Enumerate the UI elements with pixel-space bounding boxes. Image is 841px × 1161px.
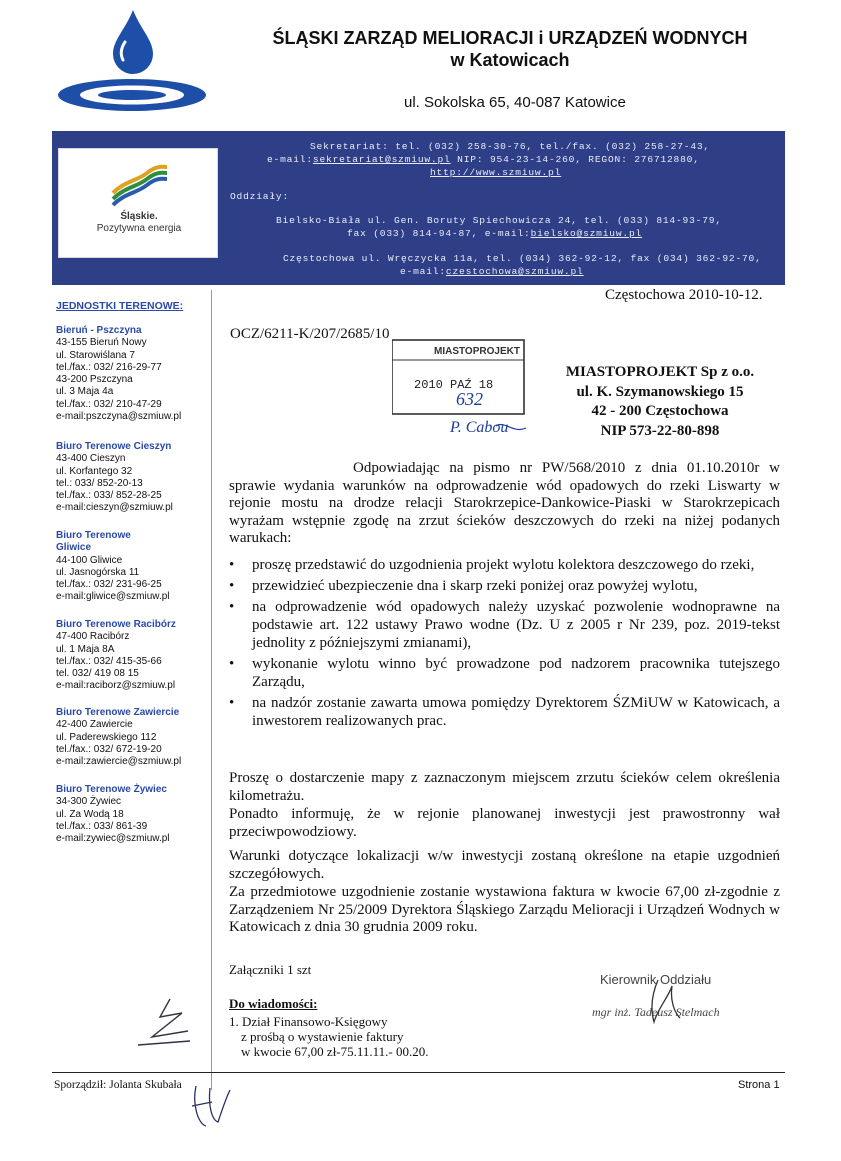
prepared-by: Sporządził: Jolanta Skubała (54, 1079, 182, 1091)
slaskie-slogan (59, 211, 219, 235)
slaskie-logo-box (58, 148, 218, 258)
office-zywiec (56, 784, 170, 845)
invoice-paragraph: Za przedmiotowe uzgodnienie zostanie wystawiona faktura w kwocie 67,00 zł-zgodnie z Zarządzeniem Nr 25/2009 Dyrektora Śląskiego Zarządu Melioracji i Urządzeń Wodnych w Katowicach z dnia 30 grudnia 2009 roku. (229, 884, 780, 936)
bielsko-fax: fax (033) 814-94-87, e-mail: (347, 228, 531, 239)
org-address: ul. Sokolska 65, 40-087 Katowice (404, 94, 626, 111)
addressee-line: 42 - 200 Częstochowa (591, 403, 729, 419)
website-url[interactable]: http://www.szmiuw.pl (430, 167, 562, 178)
czestochowa-address: Częstochowa ul. Wręczycka 11a, tel. (034) 362-92-12, fax (034) 362-92-70, (283, 253, 762, 264)
addressee-block (545, 363, 775, 441)
office-line: ul. Za Wodą 18 (56, 808, 124, 820)
office-line: ul. Paderewskiego 112 (56, 731, 157, 743)
bielsko-email-link[interactable]: bielsko@szmiuw.pl (530, 228, 643, 239)
office-name: Biuro Terenowe Zawiercie (56, 707, 180, 718)
stamp-number: 632 (456, 389, 483, 409)
cc-line: 1. Dział Finansowo-Księgowy (229, 1014, 388, 1029)
office-raciborz (56, 619, 176, 693)
office-line: 34-300 Żywiec (56, 796, 122, 808)
branches-label: Oddziały: (230, 191, 290, 202)
map-request-paragraph: Proszę o dostarczenie mapy z zaznaczonym miejscem zrzutu ścieków celem określenia kilometrażu. (229, 770, 780, 804)
czestochowa-contact (400, 265, 584, 278)
office-line: ul. Korfantego 32 (56, 465, 133, 477)
czestochowa-email-prefix: e-mail: (400, 266, 446, 277)
secretariat-email-link[interactable]: sekretariat@szmiuw.pl (312, 154, 451, 165)
office-line: ul. Jasnogórska 11 (56, 566, 140, 578)
addressee-line: ul. K. Szymanowskiego 15 (576, 383, 744, 400)
preparer-signature (188, 1080, 234, 1132)
office-email[interactable]: e-mail:zawiercie@szmiuw.pl (56, 756, 182, 768)
water-drop-logo (55, 6, 210, 116)
office-line: tel./fax.: 032/ 210-47-29 (56, 398, 162, 410)
manager-signature (628, 978, 688, 1026)
stamp-signature: P. Cabou (450, 419, 509, 436)
office-gliwice (56, 530, 170, 604)
office-email[interactable]: e-mail:pszczyna@szmiuw.pl (56, 411, 182, 423)
signer-role: Kierownik Oddziału (600, 972, 712, 987)
bielsko-address: Bielsko-Biała ul. Gen. Boruty Spiechowicza 24, tel. (033) 814-93-79, (276, 215, 722, 226)
office-line: 43-155 Bieruń Nowy (56, 337, 147, 349)
office-bierun-pszczyna (56, 325, 181, 423)
secretariat-ids: NIP: 954-23-14-260, REGON: 276712880, (450, 154, 700, 165)
office-line: ul. 3 Maja 4a (56, 386, 114, 398)
slaskie-brand: Śląskie. (120, 211, 158, 222)
office-line: 47-400 Racibórz (56, 631, 130, 643)
condition-item: • wykonanie wylotu winno być prowadzone pod nadzorem pracownika tutejszego Zarządu, (229, 655, 780, 691)
office-line: tel.: 033/ 852-20-13 (56, 477, 143, 489)
handwritten-initial-signature (130, 995, 202, 1053)
office-name: Biuro Terenowe Gliwice (56, 530, 131, 554)
stamp-date: 2010 PAŹ 18 (414, 378, 494, 392)
cc-line: z prośbą o wystawienie faktury (241, 1029, 404, 1044)
slaskie-waves-icon (107, 163, 171, 207)
conditions-list (229, 556, 780, 733)
org-name-line1: ŚLĄSKI ZARZĄD MELIORACJI i URZĄDZEŃ WODNYCH (272, 28, 748, 48)
slaskie-tagline: Pozytywna energia (96, 223, 182, 234)
office-name: Biuro Terenowe Żywiec (56, 784, 167, 795)
letter-date: Częstochowa 2010-10-12. (605, 287, 763, 303)
office-line: ul. Starowiślana 7 (56, 349, 135, 361)
website-link[interactable] (430, 166, 561, 179)
email-prefix: e-mail: (267, 154, 313, 165)
addressee-line: MIASTOPROJEKT Sp z o.o. (565, 364, 755, 380)
office-name: Bieruń - Pszczyna (56, 325, 142, 336)
levee-info-paragraph: Ponadto informuję, że w rejonie planowanej inwestycji jest prawostronny wał przeciwpowodziowy. (229, 806, 780, 840)
condition-item: • proszę przedstawić do uzgodnienia projekt wylotu kolektora deszczowego do rzeki, (229, 556, 780, 574)
office-line: tel./fax.: 032/ 415-35-66 (56, 655, 162, 667)
attachments-note: Załączniki 1 szt (229, 962, 312, 977)
received-stamp (392, 336, 527, 441)
office-email[interactable]: e-mail:cieszyn@szmiuw.pl (56, 502, 173, 514)
org-name-line2: w Katowicach (450, 50, 570, 70)
footer-rule (52, 1072, 785, 1073)
office-email[interactable]: e-mail:gliwice@szmiuw.pl (56, 591, 170, 603)
office-line: tel./fax.: 032/ 672-19-20 (56, 743, 162, 755)
secretariat-phones: Sekretariat: tel. (032) 258-30-76, tel./fax. (032) 258-27-43, (310, 141, 710, 152)
office-line: tel. 032/ 419 08 15 (56, 668, 139, 680)
cc-line: w kwocie 67,00 zł-75.11.11.- 00.20. (241, 1044, 429, 1059)
office-name: Biuro Terenowe Cieszyn (56, 441, 172, 452)
stamp-org: MIASTOPROJEKT (434, 346, 520, 357)
letter-intro-paragraph: Odpowiadając na pismo nr PW/568/2010 z dnia 01.10.2010r w sprawie wydania warunków na odprowadzenie wód opadowych do rzeki Liswarty w rejonie mostu na drodze relacji Starokrzepice-Dankowice-Piaski w Starokrzepicach wyrażam wstępnie zgodę na zrzut ścieków deszczowych do rzeki na niżej podanych warukach: (229, 460, 780, 547)
addressee-line: NIP 573-22-80-898 (600, 422, 720, 439)
office-line: tel./fax.: 032/ 216-29-77 (56, 361, 162, 373)
office-line: 42-400 Zawiercie (56, 719, 133, 731)
office-line: tel./fax.: 033/ 861-39 (56, 820, 148, 832)
office-line: 43-200 Pszczyna (56, 374, 133, 386)
condition-item: • na odprowadzenie wód opadowych należy uzyskać pozwolenie wodnoprawne na podstawie art. 122 ustawy Prawo wodne (Dz. U z 2005 r Nr 239, poz. 2019-tekst jednolity z późniejszymi zmianami), (229, 598, 780, 653)
secretariat-contact (267, 153, 700, 166)
signer-name: mgr inż. Tadeusz Stelmach (592, 1005, 720, 1019)
office-line: 43-400 Cieszyn (56, 453, 126, 465)
condition-item: • na nadzór zostanie zawarta umowa pomiędzy Dyrektorem ŚZMiUW w Katowicach, a inwestorem realizowanych prac. (229, 694, 780, 730)
office-cieszyn (56, 441, 173, 515)
cc-heading: Do wiadomości: (229, 996, 318, 1011)
sidebar-heading: JEDNOSTKI TERENOWE: (56, 300, 184, 312)
office-line: tel./fax.: 032/ 231-96-25 (56, 579, 162, 591)
czestochowa-email-link[interactable]: czestochowa@szmiuw.pl (445, 266, 584, 277)
office-line: 44-100 Gliwice (56, 554, 123, 566)
page-number: Strona 1 (738, 1079, 780, 1091)
organization-name (220, 27, 800, 71)
office-zawiercie (56, 707, 181, 768)
office-email[interactable]: e-mail:zywiec@szmiuw.pl (56, 833, 170, 845)
bielsko-contact (347, 227, 642, 240)
cc-list (229, 1014, 429, 1059)
office-line: ul. 1 Maja 8A (56, 643, 115, 655)
office-name: Biuro Terenowe Racibórz (56, 619, 176, 630)
office-line: tel./fax.: 033/ 852-28-25 (56, 490, 162, 502)
office-email[interactable]: e-mail:raciborz@szmiuw.pl (56, 680, 176, 692)
reference-number: OCZ/6211-K/207/2685/10 (230, 326, 390, 342)
location-paragraph: Warunki dotyczące lokalizacji w/w inwestycji zostaną określone na etapie uzgodnień szczegółowych. (229, 848, 780, 882)
condition-item: • przewidzieć ubezpieczenie dna i skarp rzeki poniżej oraz powyżej wylotu, (229, 577, 780, 595)
